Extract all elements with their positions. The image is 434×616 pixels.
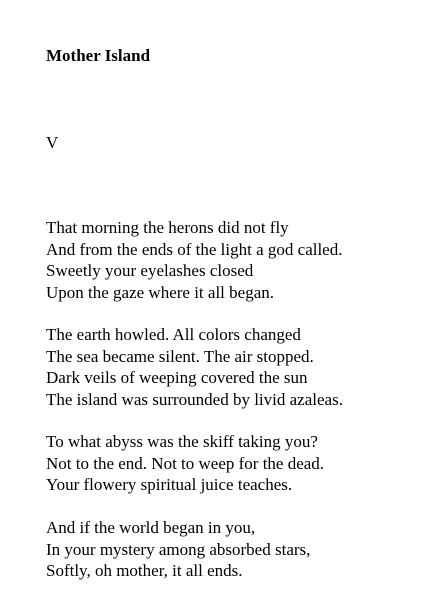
poem-line: Upon the gaze where it all began. — [46, 282, 274, 302]
poem-line: Sweetly your eyelashes closed — [46, 261, 254, 280]
poem-line: Dark veils of weeping covered the sun — [46, 368, 308, 387]
poem-line: The sea became silent. The air stopped. — [46, 346, 314, 366]
poem-line: Not to the end. Not to weep for the dead. — [46, 453, 325, 473]
stanza — [46, 517, 310, 582]
poem-line: Your flowery spiritual juice teaches. — [46, 475, 293, 494]
stanza — [46, 217, 342, 303]
poem-line: In your mystery among absorbed stars, — [46, 539, 311, 559]
poem-line: The earth howled. All colors changed — [46, 325, 301, 344]
poem-line: To what abyss was the skiff taking you? — [46, 432, 318, 451]
poem-line: That morning the herons did not fly — [46, 218, 289, 237]
poem-line: And if the world began in you, — [46, 518, 256, 537]
poem-line: Softly, oh mother, it all ends. — [46, 561, 243, 580]
poem-line: And from the ends of the light a god called. — [46, 239, 343, 259]
stanza — [46, 431, 324, 496]
poem-title: Mother Island — [46, 46, 151, 65]
stanza — [46, 324, 343, 410]
section-numeral: V — [46, 133, 59, 152]
poem-line: The island was surrounded by livid azaleas. — [46, 389, 343, 409]
